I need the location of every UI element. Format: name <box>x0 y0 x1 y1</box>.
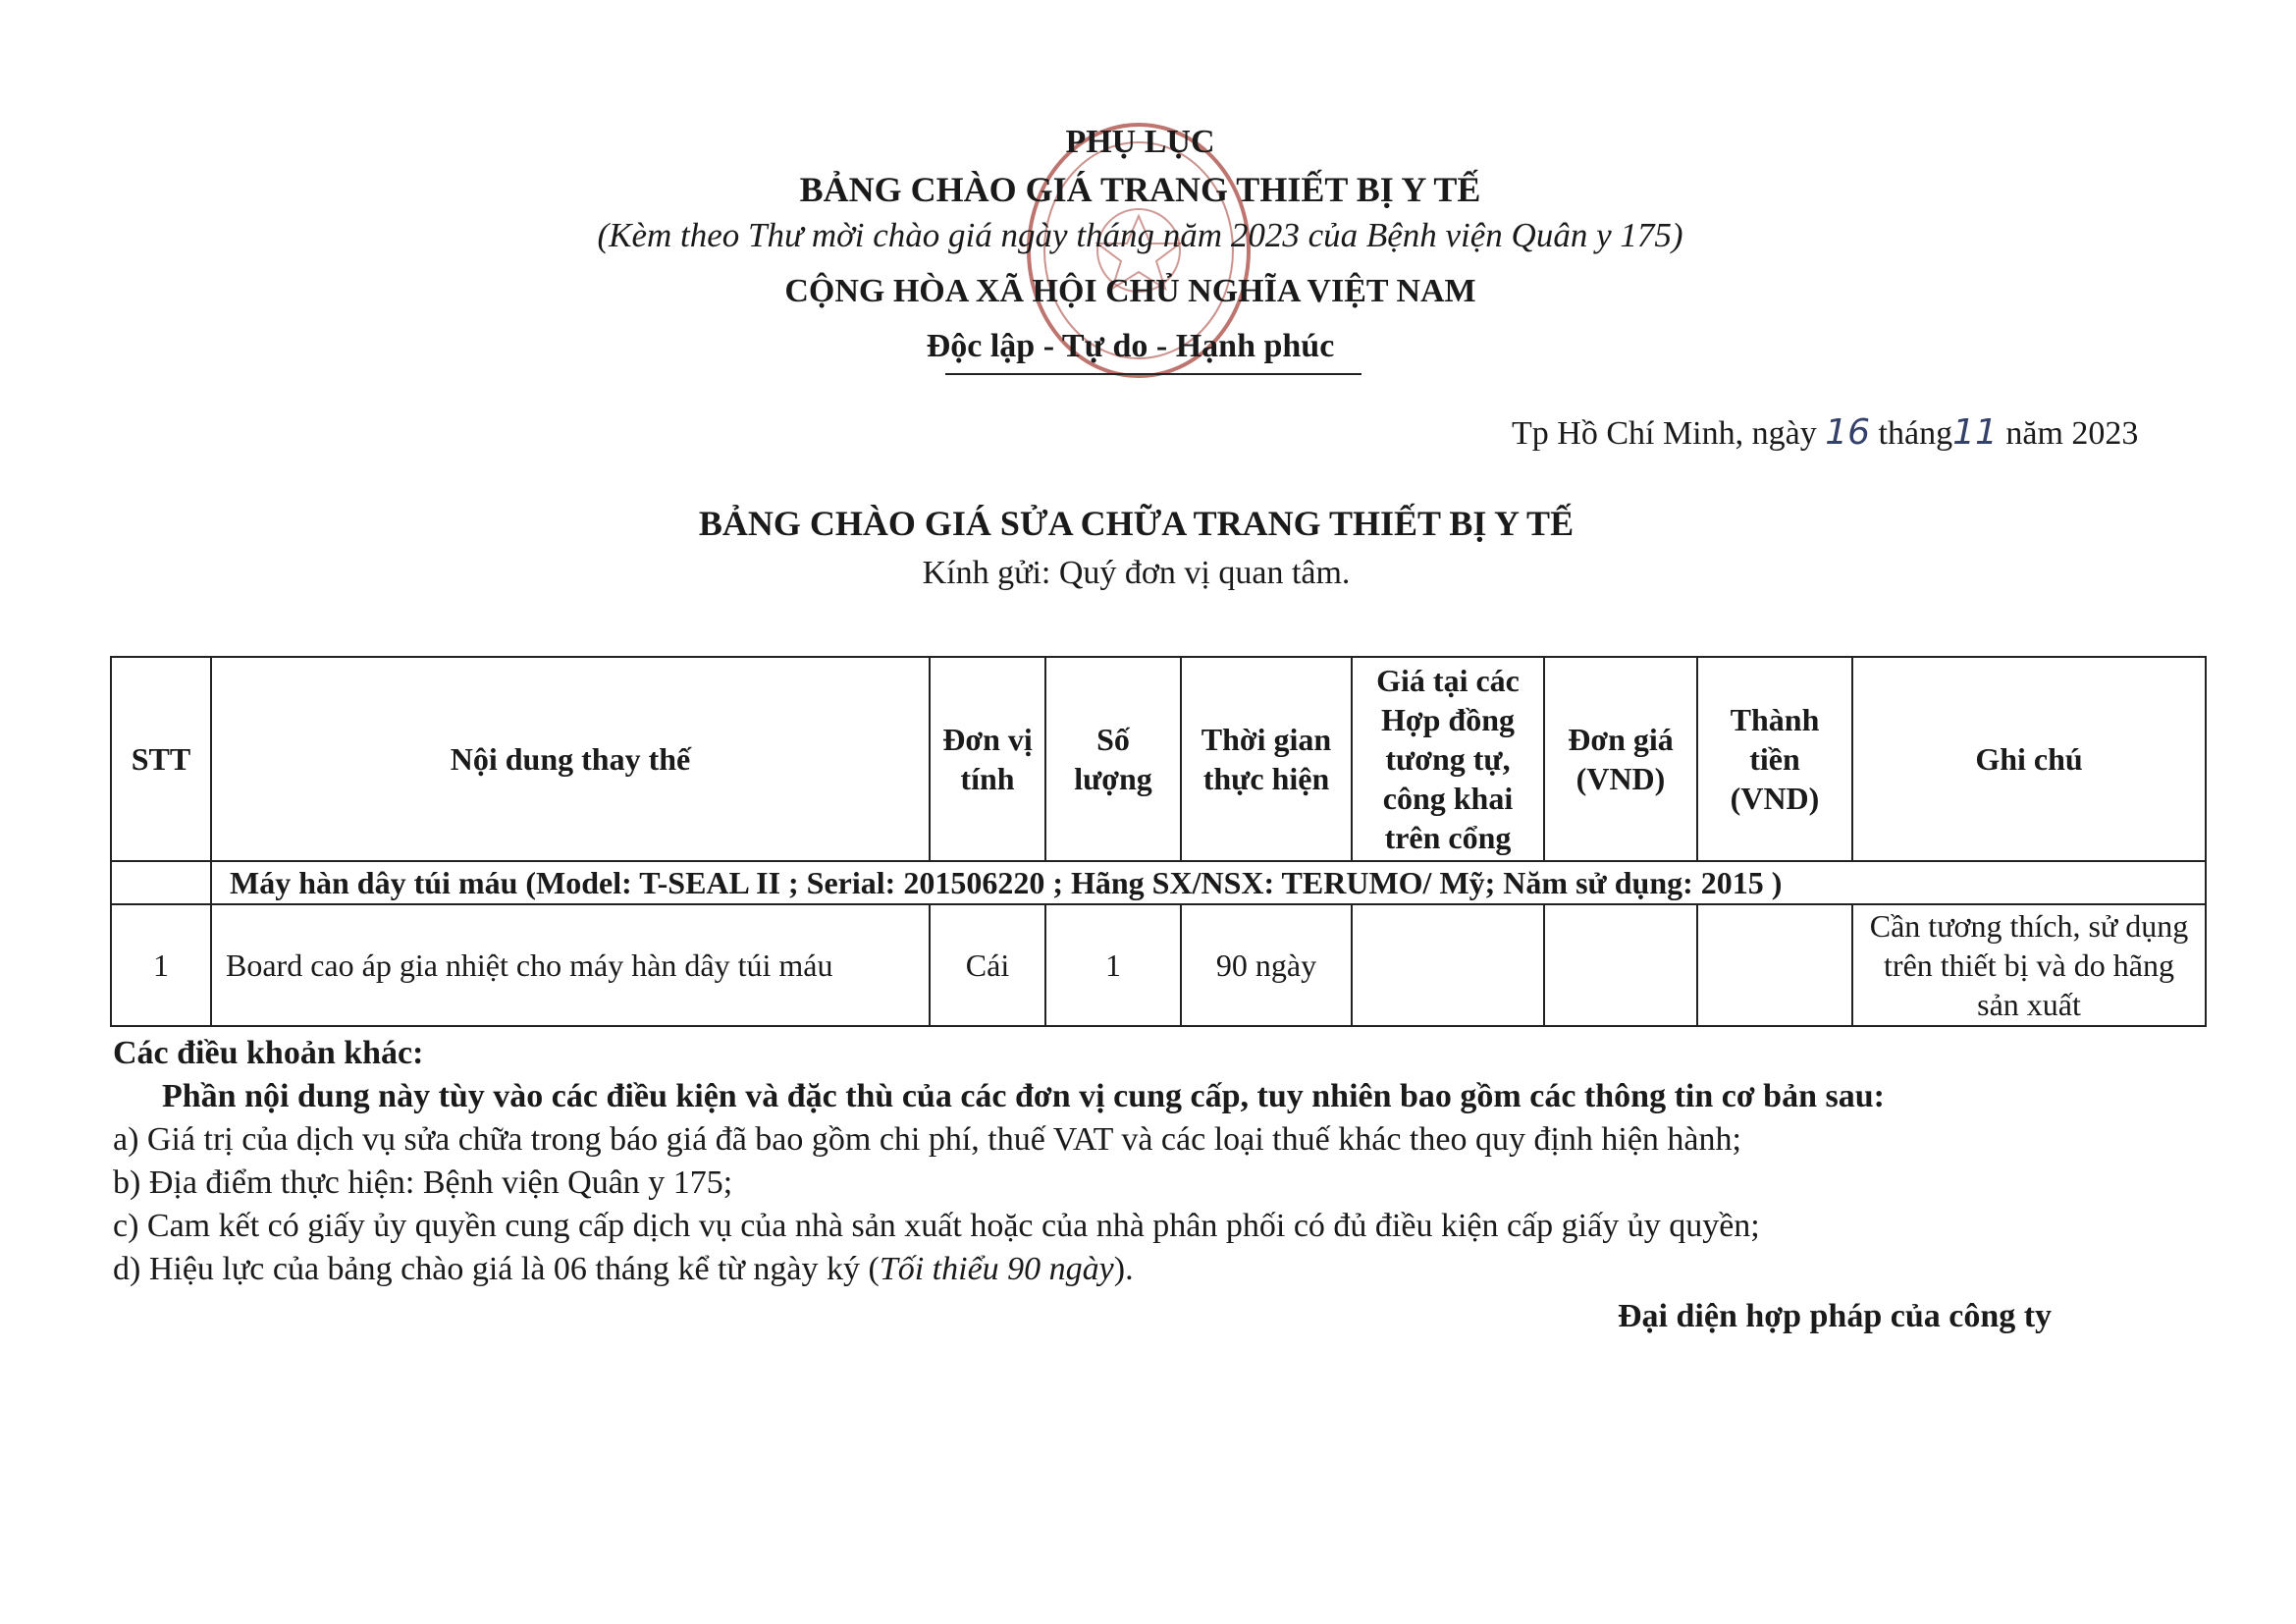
row-qty: 1 <box>1045 904 1181 1026</box>
date-year: năm 2023 <box>2005 415 2139 452</box>
clause-d-prefix: d) Hiệu lực của bảng chào giá là 06 tháng kể từ ngày ký ( <box>113 1251 880 1287</box>
motto-underline <box>945 373 1362 375</box>
group-label: Máy hàn dây túi máu (Model: T-SEAL II ; Serial: 201506220 ; Hãng SX/NSX: TERUMO/ Mỹ; Năm sử dụng: 2015 ) <box>211 861 2206 904</box>
col-unit: Đơn vị tính <box>930 657 1045 861</box>
col-stt: STT <box>111 657 211 861</box>
col-content: Nội dung thay thế <box>211 657 930 861</box>
col-unit-price: Đơn giá (VND) <box>1544 657 1697 861</box>
row-stt: 1 <box>111 904 211 1026</box>
row-unit: Cái <box>930 904 1045 1026</box>
national-motto: Độc lập - Tự do - Hạnh phúc <box>926 328 1335 364</box>
clause-a: a) Giá trị của dịch vụ sửa chữa trong báo giá đã bao gồm chi phí, thuế VAT và các loại thuế khác theo quy định hiện hành; <box>113 1121 1741 1158</box>
form-subtitle: (Kèm theo Thư mời chào giá ngày tháng năm 2023 của Bệnh viện Quân y 175) <box>597 216 1683 254</box>
col-note: Ghi chú <box>1852 657 2206 861</box>
col-qty: Số lượng <box>1045 657 1181 861</box>
republic-name: CỘNG HÒA XÃ HỘI CHỦ NGHĨA VIỆT NAM <box>784 273 1476 309</box>
greeting: Kính gửi: Quý đơn vị quan tâm. <box>922 555 1351 591</box>
clause-d-suffix: ). <box>1113 1251 1134 1287</box>
date-prefix: Tp Hồ Chí Minh, ngày <box>1512 415 1817 452</box>
clause-d <box>113 1251 1134 1288</box>
doc-title: BẢNG CHÀO GIÁ SỬA CHỮA TRANG THIẾT BỊ Y TẾ <box>698 504 1575 543</box>
group-stt-cell <box>111 861 211 904</box>
date-line <box>1512 412 2138 453</box>
group-row <box>111 861 2206 904</box>
clauses-intro: Phần nội dung này tùy vào các điều kiện và đặc thù của các đơn vị cung cấp, tuy nhiên bao gồm các thông tin cơ bản sau: <box>162 1078 1885 1114</box>
clauses-heading: Các điều khoản khác: <box>113 1035 424 1071</box>
row-ref-price <box>1352 904 1544 1026</box>
clause-d-italic: Tối thiểu 90 ngày <box>879 1251 1114 1287</box>
signature-label: Đại diện hợp pháp của công ty <box>1618 1298 2053 1334</box>
col-ref-price: Giá tại các Hợp đồng tương tự, công khai trên cổng <box>1352 657 1544 861</box>
appendix-label: PHỤ LỤC <box>1065 124 1215 160</box>
row-content: Board cao áp gia nhiệt cho máy hàn dây túi máu <box>211 904 930 1026</box>
col-total: Thành tiền (VND) <box>1697 657 1852 861</box>
clause-b: b) Địa điểm thực hiện: Bệnh viện Quân y 175; <box>113 1164 733 1201</box>
row-time: 90 ngày <box>1181 904 1352 1026</box>
row-total <box>1697 904 1852 1026</box>
date-month-label: tháng <box>1878 415 1953 452</box>
row-note: Cần tương thích, sử dụng trên thiết bị và do hãng sản xuất <box>1852 904 2206 1026</box>
quote-table <box>110 656 2207 1027</box>
clause-c: c) Cam kết có giấy ủy quyền cung cấp dịch vụ của nhà sản xuất hoặc của nhà phân phối có đủ điều kiện cấp giấy ủy quyền; <box>113 1208 1760 1244</box>
row-unit-price <box>1544 904 1697 1026</box>
form-title: BẢNG CHÀO GIÁ TRANG THIẾT BỊ Y TẾ <box>799 170 1481 209</box>
header-row <box>111 657 2206 861</box>
date-month: 11 <box>1952 412 1998 453</box>
table-row <box>111 904 2206 1026</box>
col-time: Thời gian thực hiện <box>1181 657 1352 861</box>
date-day: 16 <box>1825 412 1871 453</box>
